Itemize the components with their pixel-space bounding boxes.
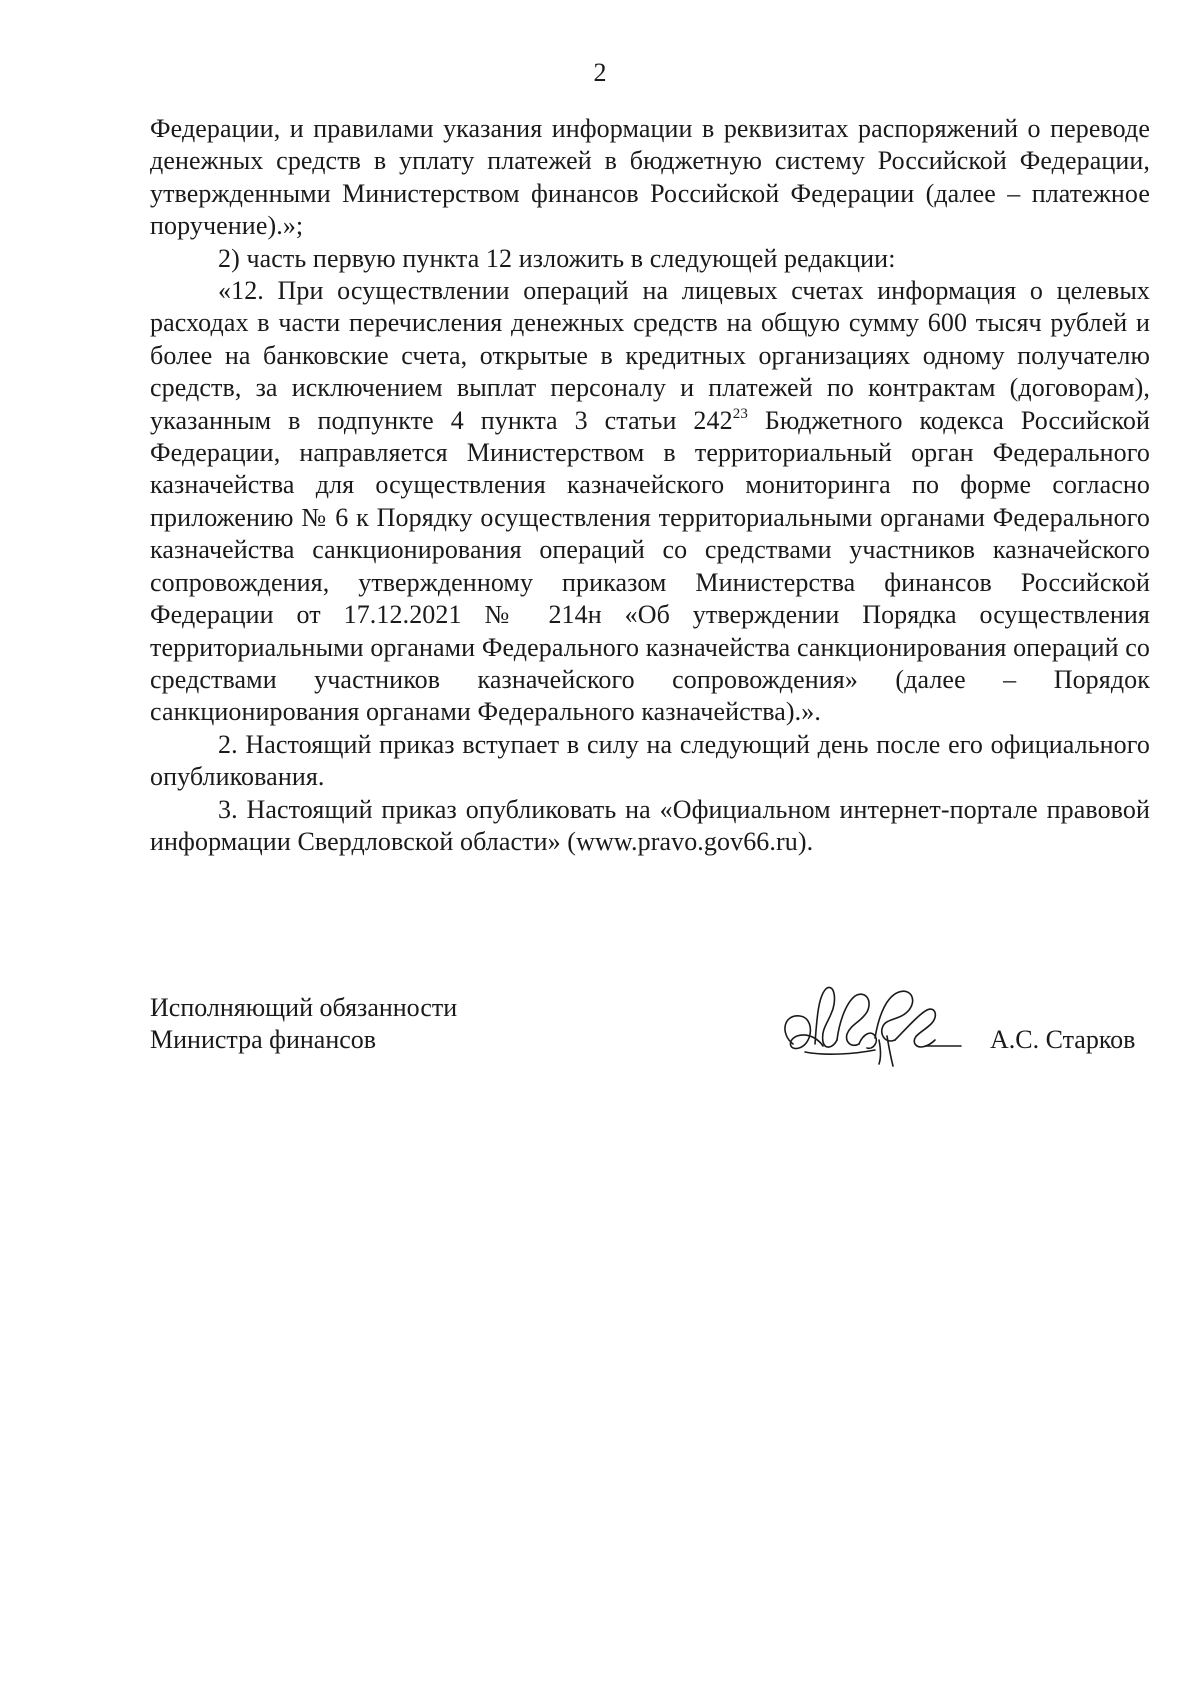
paragraph-effective-date: 2. Настоящий приказ вступает в силу на следующий день после его официального опубликования. (150, 729, 1150, 792)
page-number: 2 (593, 58, 607, 87)
signatory-position-line2: Министра финансов (150, 1025, 377, 1055)
paragraph-continuation: Федерации, и правилами указания информации в реквизитах распоряжений о переводе денежных средств в уплату платежей в бюджетную систему Российской Федерации, утвержденными Министерством финансов Российской Федерации (далее – платежное поручение).»; (150, 114, 1150, 241)
handwritten-signature-icon (775, 974, 965, 1074)
signature-block (150, 992, 1150, 1092)
clause-12-text-part2: Бюджетного кодекса Российской Федерации, направляется Министерством в территориальный орган Федерального казначейства для осуществления казначейского мониторинга по форме согласно приложению № 6 к Порядку осуществления территориальными органами Федерального казначейства санкционирования операций со средствами участников казначейского сопровождения, утвержденному приказом Министерства финансов Российской Федерации от 17.12.2021 № 214н «Об утверждении Порядка осуществления территориальными органами Федерального казначейства санкционирования операций со средствами участников казначейского сопровождения» (далее – Порядок санкционирования органами Федерального казначейства).». (150, 405, 1151, 727)
document-body (150, 113, 1150, 858)
paragraph-new-clause-12 (150, 275, 1150, 729)
clause-12-text-part1: «12. При осуществлении операций на лицевых счетах информация о целевых расходах в части перечисления денежных средств на общую сумму 600 тысяч рублей и более на банковские счета, открытые в кредитных организациях одному получателю средств, за исключением выплат персоналу и платежей по контрактам (договорам), указанным в подпункте 4 пункта 3 статьи 242 (150, 276, 1150, 435)
article-superscript: 23 (732, 405, 748, 422)
signatory-position-line1: Исполняющий обязанности (150, 993, 458, 1022)
paragraph-amendment-item-2: 2) часть первую пункта 12 изложить в следующей редакции: (218, 243, 896, 273)
signatory-position (150, 992, 457, 1057)
signatory-name: А.С. Старков (990, 1025, 1136, 1054)
paragraph-publication: 3. Настоящий приказ опубликовать на «Официальном интернет-портале правовой информации Свердловской области» (www.pravo.gov66.ru). (150, 794, 1150, 856)
